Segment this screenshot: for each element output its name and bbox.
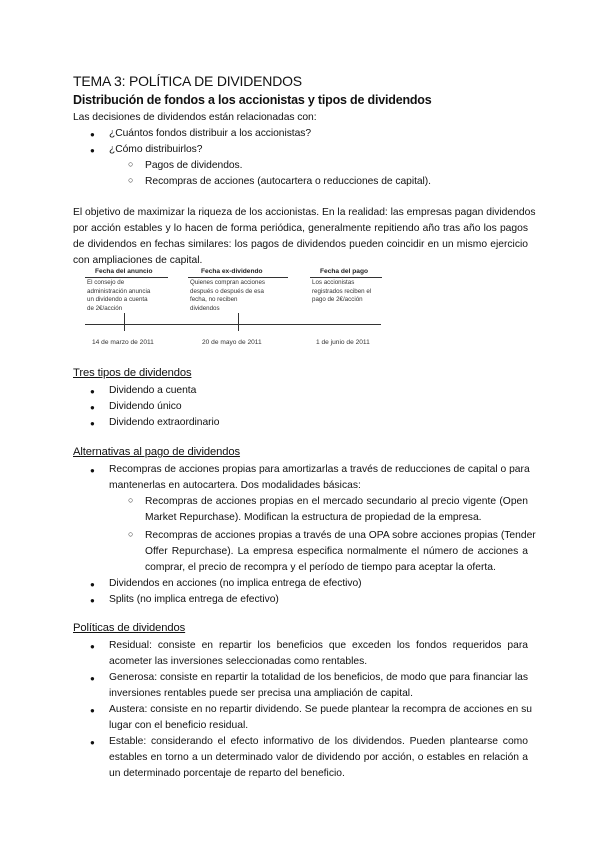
list-subitem: Recompras de acciones (autocartera o reducciones de capital). [145,176,431,187]
bullet-icon: ● [90,706,95,715]
list-subitem-line: Recompras de acciones propias a través de una OPA sobre acciones propias (Tender [145,530,536,541]
bullet-icon: ● [90,466,95,475]
bullet-icon: ● [90,596,95,605]
list-item: Dividendo extraordinario [109,417,220,428]
list-item-line: Residual: consiste en repartir los beneficios que exceden los fondos requeridos para [109,640,528,651]
list-item-line: inversiones rentables puede ser precisa una ampliación de capital. [109,688,413,699]
bullet-icon: ● [90,403,95,412]
list-item-line: Recompras de acciones propias para amortizarlas a través de reducciones de capital o para [109,464,530,475]
list-item-line: acometer las inversiones seleccionadas como rentables. [109,656,368,667]
list-item-line: estables en torno a un determinado valor de dividendo por acción, o estables en relación a [109,752,528,763]
list-item: Dividendo único [109,401,182,412]
list-subitem: Pagos de dividendos. [145,160,243,171]
section-heading-alternativas: Alternativas al pago de dividendos [73,446,241,458]
paragraph-line: El objetivo de maximizar la riqueza de los accionistas. En la realidad: las empresas pagan dividendos [73,207,536,218]
bullet-icon: ● [90,738,95,747]
timeline-axis [85,324,381,325]
section-heading-politicas: Políticas de dividendos [73,622,186,634]
timeline-header: Fecha del pago [320,268,368,275]
list-item: Dividendos en acciones (no implica entrega de efectivo) [109,578,362,589]
paragraph-line: de dividendos en fechas similares: los pagos de dividendos pueden coincidir en un mismo ejercicio [73,239,528,250]
bullet-icon: ● [90,580,95,589]
bullet-icon: ● [90,419,95,428]
list-item: ¿Cuántos fondos distribuir a los accionistas? [109,128,312,139]
list-item-line: un determinado porcentaje de reparto del beneficio. [109,768,345,779]
timeline-note: El consejo de administración anuncia un dividendo a cuenta de 2€/acción [87,279,151,312]
list-item: Splits (no implica entrega de efectivo) [109,594,279,605]
timeline-date: 1 de junio de 2011 [316,339,370,346]
section-subtitle: Distribución de fondos a los accionistas y tipos de dividendos [73,93,432,107]
section-heading-tipos: Tres tipos de dividendos [73,367,192,379]
list-item-line: Generosa: consiste en repartir la totalidad de los beneficios, de modo que para financiar las [109,672,528,683]
list-subitem-line: Market Repurchase). Modifican la estructura de propiedad de la empresa. [145,512,482,523]
timeline-tick [124,313,125,331]
circle-bullet-icon: ○ [128,529,134,539]
list-item: ¿Cómo distribuirlos? [109,144,203,155]
timeline-date: 20 de mayo de 2011 [202,339,262,346]
timeline-header-rule [188,277,288,278]
circle-bullet-icon: ○ [128,175,134,185]
timeline-header: Fecha ex-dividendo [201,268,263,275]
timeline-header-rule [85,277,168,278]
timeline-date: 14 de marzo de 2011 [92,339,154,346]
timeline-tick [238,313,239,331]
bullet-icon: ● [90,130,95,139]
circle-bullet-icon: ○ [128,495,134,505]
bullet-icon: ● [90,146,95,155]
timeline-header: Fecha del anuncio [95,268,153,275]
timeline-header-rule [310,277,382,278]
bullet-icon: ● [90,387,95,396]
page-title: TEMA 3: POLÍTICA DE DIVIDENDOS [73,73,302,89]
list-item-line: lugar con el beneficio residual. [109,720,249,731]
timeline-note: Los accionistas registrados reciben el pago de 2€/acción [312,279,372,304]
list-subitem-line: Offer Repurchase). La empresa especifica normalmente el número de acciones a [145,546,528,557]
bullet-icon: ● [90,674,95,683]
paragraph-line: con ampliaciones de capital. [73,255,203,266]
paragraph-line: por acción estables y lo hacen de forma periódica, generalmente repitiendo año tras año los pagos [73,223,528,234]
list-subitem-line: comprar, el precio de recompra y el período de tiempo para aceptar la oferta. [145,562,496,573]
list-item-line: Estable: considerando el efecto informativo de los dividendos. Pueden plantearse como [109,736,528,747]
timeline-note: Quienes compran acciones después o después de esa fecha, no reciben dividendos [190,279,265,312]
list-subitem-line: Recompras de acciones propias en el mercado secundario al precio vigente (Open [145,496,528,507]
intro-text: Las decisiones de dividendos están relacionadas con: [73,112,317,123]
list-item: Dividendo a cuenta [109,385,197,396]
list-item-line: Austera: consiste en no repartir dividendo. Se puede plantear la recompra de acciones en su [109,704,533,715]
bullet-icon: ● [90,642,95,651]
list-item-line: mantenerlas en autocartera. Dos modalidades básicas: [109,480,361,491]
circle-bullet-icon: ○ [128,159,134,169]
